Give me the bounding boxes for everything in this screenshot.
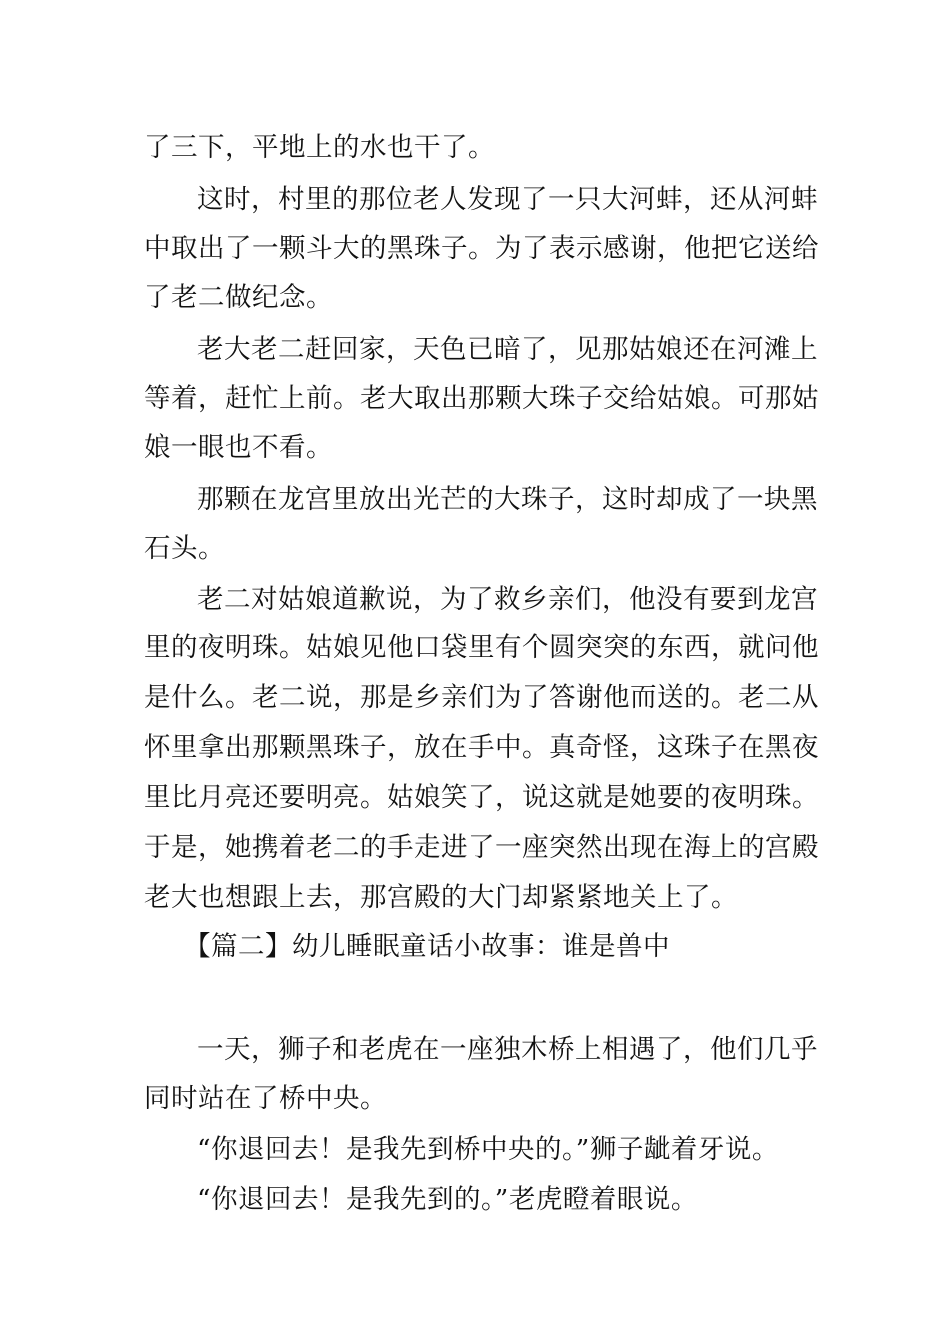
text-line: 娘一眼也不看。 xyxy=(144,432,333,463)
text-line: 那颗在龙宫里放出光芒的大珠子，这时却成了一块黑 xyxy=(197,484,818,515)
text-line: “你退回去！是我先到的。”老虎瞪着眼说。 xyxy=(197,1184,698,1215)
text-line: 了老二做纪念。 xyxy=(144,282,333,313)
text-line: 于是，她携着老二的手走进了一座突然出现在海上的宫殿 xyxy=(144,832,819,863)
text-line: 等着，赶忙上前。老大取出那颗大珠子交给姑娘。可那姑 xyxy=(144,383,819,414)
section-heading: 【篇二】幼儿睡眠童话小故事：谁是兽中 xyxy=(184,931,670,962)
text-line: 老大老二赶回家，天色已暗了，见那姑娘还在河滩上 xyxy=(197,334,818,365)
text-line: 中取出了一颗斗大的黑珠子。为了表示感谢，他把它送给 xyxy=(144,233,819,264)
text-line: 老大也想跟上去，那宫殿的大门却紧紧地关上了。 xyxy=(144,882,738,913)
text-line: 石头。 xyxy=(144,533,225,564)
text-line: 里的夜明珠。姑娘见他口袋里有个圆突突的东西，就问他 xyxy=(144,632,819,663)
text-line: 了三下，平地上的水也干了。 xyxy=(144,132,495,163)
text-line: 是什么。老二说，那是乡亲们为了答谢他而送的。老二从 xyxy=(144,682,819,713)
text-line: 这时，村里的那位老人发现了一只大河蚌，还从河蚌 xyxy=(197,184,818,215)
text-line: 同时站在了桥中央。 xyxy=(144,1083,387,1114)
text-line: 老二对姑娘道歉说，为了救乡亲们，他没有要到龙宫 xyxy=(197,584,818,615)
text-line: “你退回去！是我先到桥中央的。”狮子龇着牙说。 xyxy=(197,1134,779,1165)
text-line: 一天，狮子和老虎在一座独木桥上相遇了，他们几乎 xyxy=(197,1034,818,1065)
text-line: 怀里拿出那颗黑珠子，放在手中。真奇怪，这珠子在黑夜 xyxy=(144,732,819,763)
text-line: 里比月亮还要明亮。姑娘笑了，说这就是她要的夜明珠。 xyxy=(144,782,819,813)
